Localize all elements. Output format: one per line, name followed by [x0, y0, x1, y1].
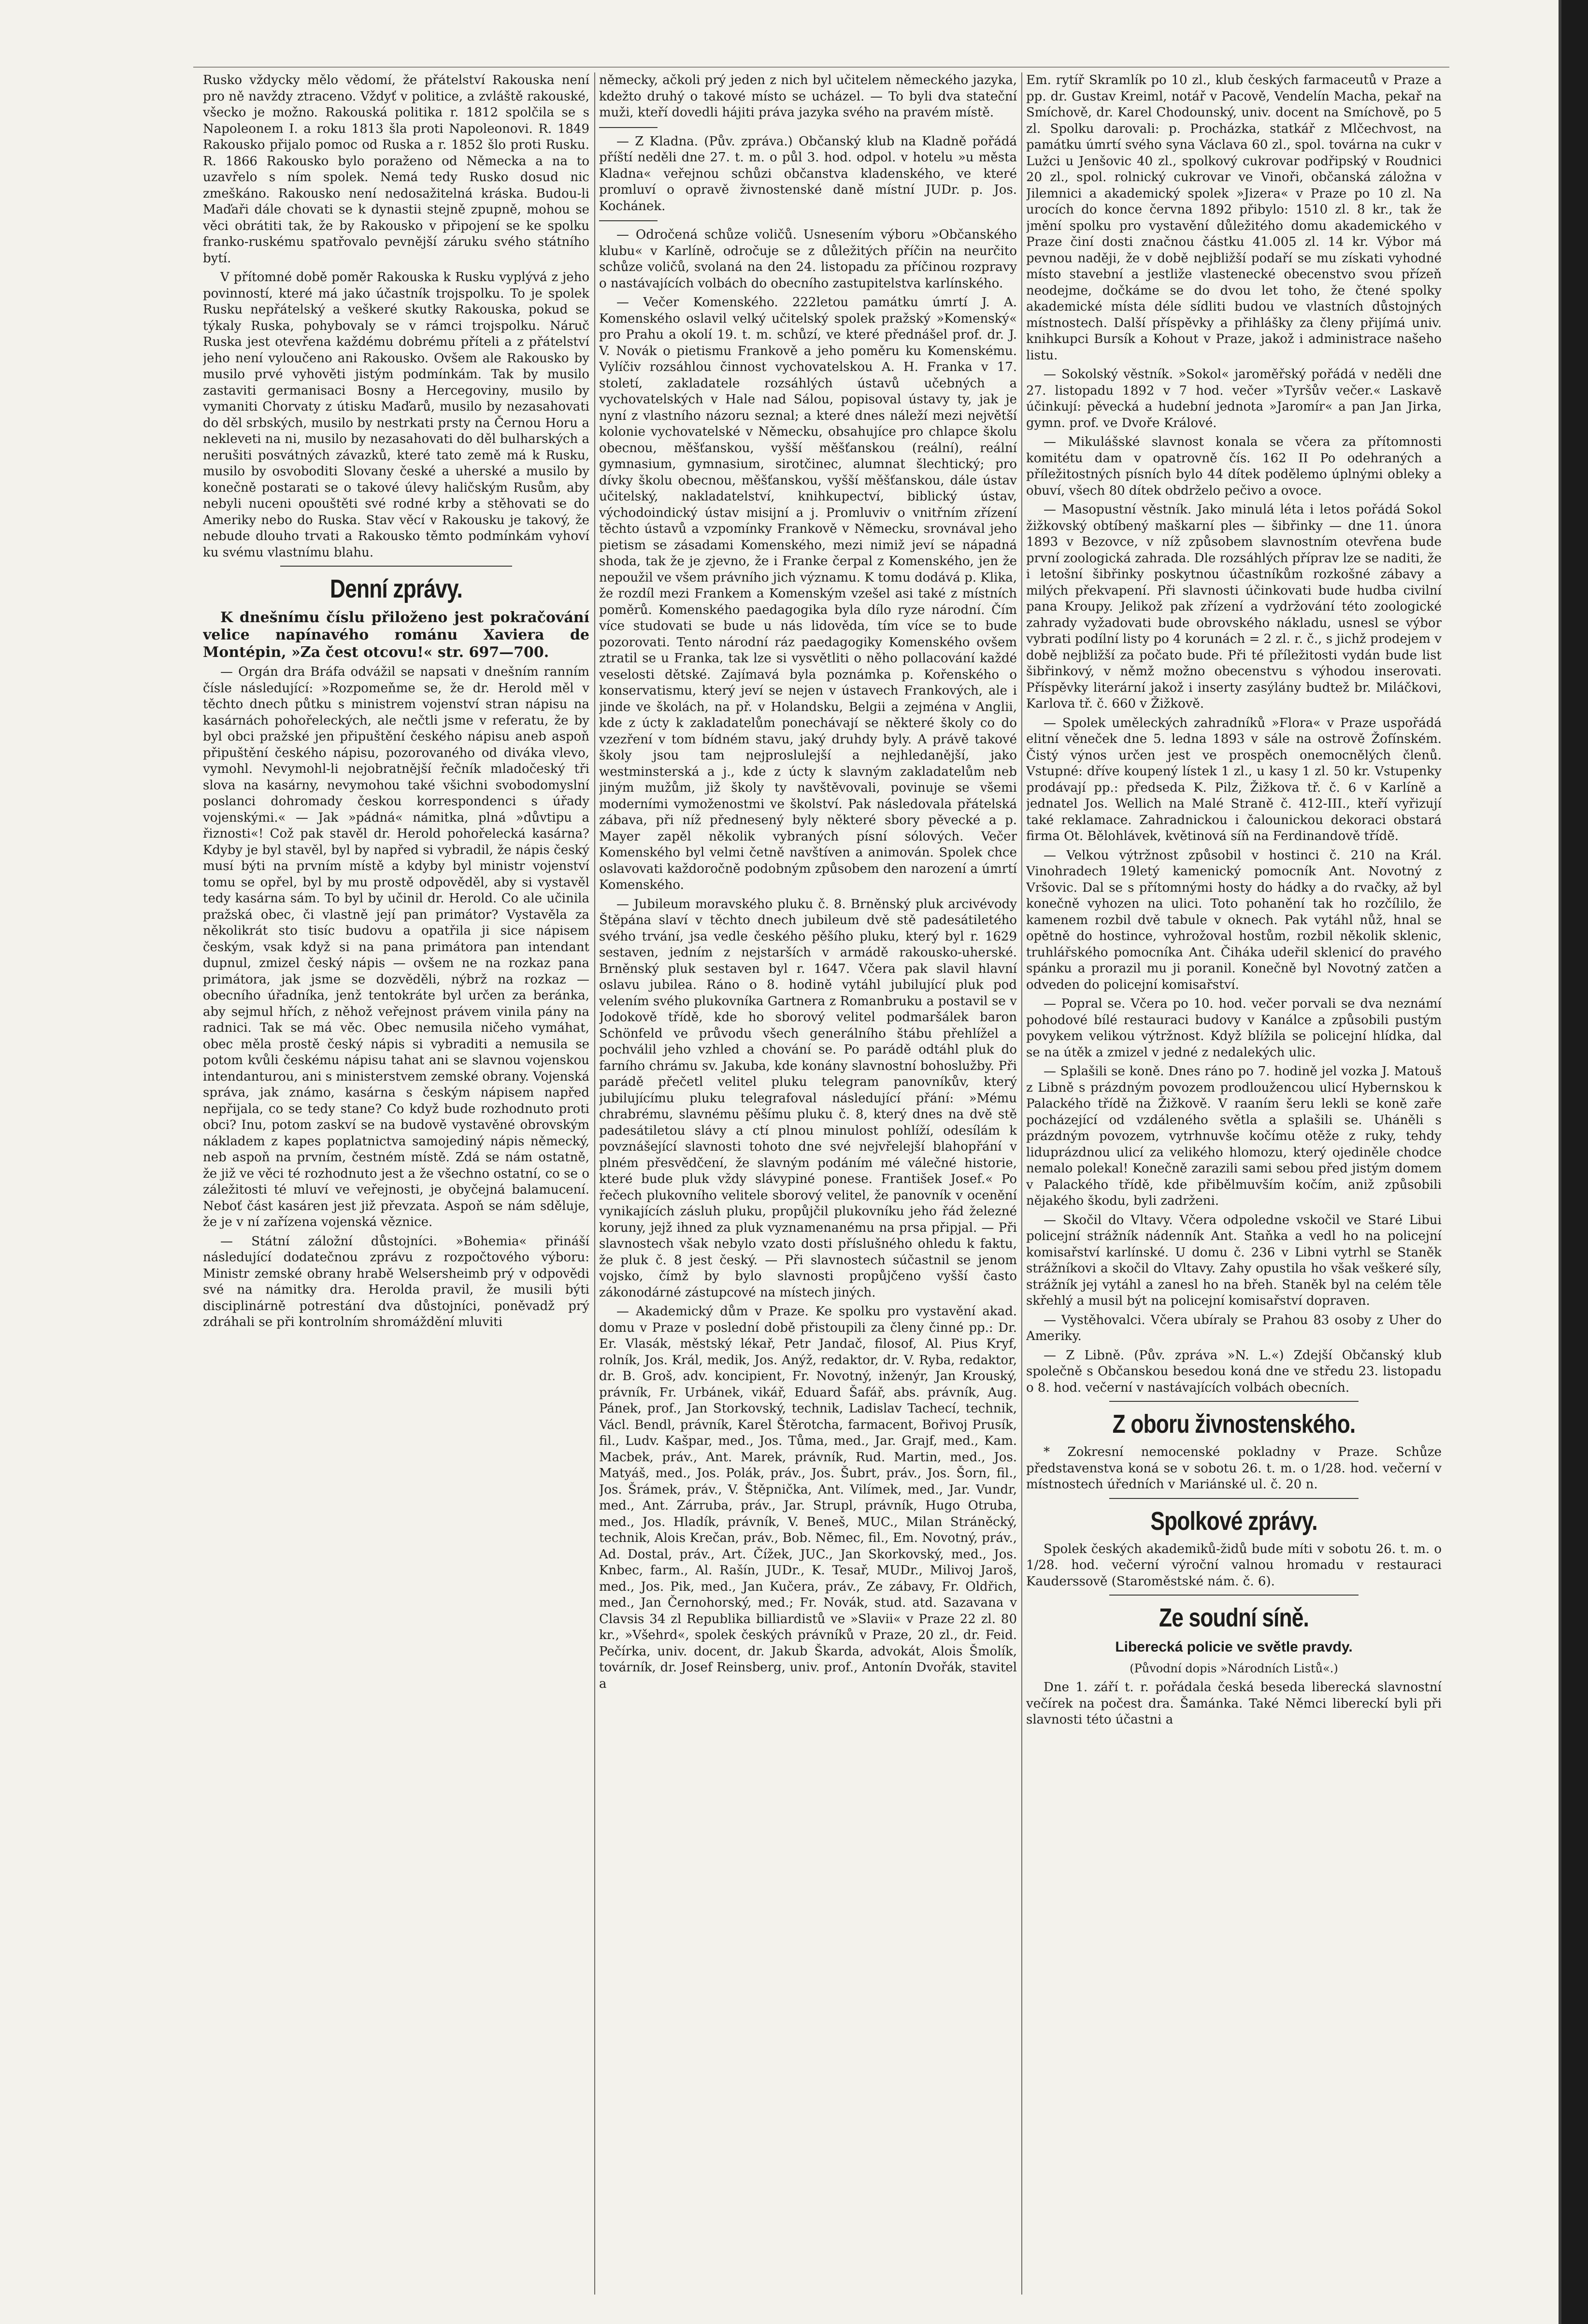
article-zivnostensky: * Zokresní nemocenské pokladny v Praze. Schůze představenstva koná se v sobotu 26. t. m. o 1/28. hod. večerní v místnostech úředních v Mariánské ul. č. 20 n.	[1026, 1445, 1442, 1492]
section-divider	[1109, 1498, 1359, 1499]
article-russia-intro: Rusko vždycky mělo vědomí, že přátelství Rakouska není pro ně navždy ztraceno. Vždyť v politice, a zvláště rakouské, všecko je možno. Rakouská politika r. 1812 spolčila se s Napoleonem I. a roku 1813 šla proti Napoleonovi. R. 1849 Rakousko přijalo pomoc od Ruska a r. 1852 šlo proti Rusku. R. 1866 Rakousko bylo poraženo od Německa a na to uzavřelo s ním spolek. Nemá tedy Rusko dosud nic zmeškáno. Rakousko není nedosažitelná kráska. Budou-li Maďaři dále chovati se k dynastii stejně zpupně, mohou se věci obrátiti tak, že by Rakousko v připojení se ke spolku franko-ruskému spatřovalo pevnější záruku svého státního bytí.	[203, 73, 589, 266]
column-rule-2	[1021, 72, 1022, 2295]
article-kladno: — Z Kladna. (Pův. zpráva.) Občanský klub na Kladně pořádá příští neděli dne 27. t. m. o půl 3. hod. odpol. v hotelu »u města Kladna« veřejnou schůzi občanstva kladenského, ve které promluví o opravě živnostenské daně místní JUDr. p. Jos. Kochánek.	[599, 134, 1017, 214]
article-akademicky: — Akademický dům v Praze. Ke spolku pro vystavění akad. domu v Praze v poslední době přistoupili za členy činné pp.: Dr. Er. Vlasák, městský lékař, Petr Jandač, filosof, Al. Pius Kryf, rolník, Jos. Král, medik, Jos. Anýž, redaktor, dr. V. Ryba, redaktor, dr. B. Groš, adv. koncipient, Fr. Novotný, inženýr, Jan Krouský, právník, Fr. Urbánek, vikář, Eduard Šafář, abs. právník, Aug. Pánek, prof., Jan Storkovský, technik, Ladislav Tachecí, technik, Václ. Bendl, právník, Karel Štěrotcha, farmacent, Bořivoj Prusík, fil., Ludv. Kašpar, med., Jos. Tůma, med., Jar. Grajf, med., Kam. Macbek, práv., Ant. Marek, právník, Rud. Martin, med., Jos. Matyáš, med., Jos. Polák, práv., Jos. Šubrt, práv., Jos. Šorn, fil., Jos. Šrámek, práv., V. Štěpnička, Ant. Vilímek, med., Jar. Vundr, med., Ant. Zárruba, práv., Jar. Strupl, právník, Hugo Otruba, med., Jos. Hladík, právník, V. Beneš, MUC., Milan Stráněcký, technik, Alois Krečan, práv., Bob. Němec, fil., Em. Novotný, práv., Ad. Dostal, práv., Art. Čížek, JUC., Jan Skorkovský, med., Jos. Knbec, farm., Al. Rašín, JUDr., K. Tesař, MUDr., Milivoj Jaroš, med., Jos. Pik, med., Jan Kučera, práv., Ze zábavy, Fr. Oldřich, med., Jan Černohorský, med.; Fr. Novák, stud. atd. Sazavana v Clavsis 34 zl Republika billiardistů ve »Slavii« v Praze 22 zl. 80 kr., »Všehrd«, spolek českých právníků v Praze, 20 zl., dr. Feid. Pečírka, univ. docent, dr. Jakub Škarda, advokát, Alois Šmolík, továrník, dr. Josef Reinsberg, univ. prof., Antonín Dvořák, stavitel a	[599, 1304, 1017, 1691]
article-vystehovalci: — Vystěhovalci. Včera ubíraly se Prahou 83 osoby z Uher do Ameriky.	[1026, 1312, 1442, 1343]
section-title-soudni: Ze soudní síně.	[1159, 1603, 1309, 1632]
short-divider	[599, 127, 658, 128]
article-liberec: Dne 1. září t. r. pořádala česká beseda liberecká slavnostní večírek na počest dra. Šamánka. Také Němci libereckí byli při slavnosti této účastni a	[1026, 1680, 1442, 1727]
top-rule	[193, 67, 1449, 68]
article-russia-conditions: V přítomné době poměr Rakouska k Rusku vyplývá z jeho povinností, které má jako účastník trojspolku. To je spolek Rusku nepřátelský a veškeré skutky Rakouska, pokud se týkaly Ruska, pohybovaly se v rámci trojspolku. Náruč Ruska jest otevřena každému dobrému příteli a z přátelství jeho není vyloučeno ani Rakousko. Ovšem ale Rakousko by musilo prvé vyhověti jistým podmínkám. Tak by musilo zastaviti germanisaci Bosny a Hercegoviny, musilo by vymaniti Chorvaty z útisku Maďarů, musilo by nezasahovati do děl srbských, musilo by nestrkati prsty na Černou Horu a nekleveti na ni, musilo by nezasahovati do děl bulharských a nerušiti posvátných závazků, které tato země má k Rusku, musilo by osvoboditi Slovany české a uherské a musilo by konečně postarati se o takové úlevy haličským Rusům, aby nebyli nuceni opouštěti své rodné krby a stěhovati se do Ameriky nebo do Ruska. Stav věcí v Rakousku je takový, že nebude dlouho trvati a Rakousko těmto podmínkám vyhoví ku svému vlastnímu blahu.	[203, 270, 589, 560]
section-title-denni-zpravy: Denní zprávy.	[330, 574, 462, 603]
article-mikulas: — Mikulášské slavnost konala se včera za přítomnosti komitétu dam v opatrovně čís. 162 II Po odehraných a příležitostných písních bylo 44 dítek podělemo úplnými obleky a obuví, všech 80 dítek obdrželo pečivo a ovoce.	[1026, 435, 1442, 498]
page-edge-bar	[1561, 0, 1588, 2324]
section-divider	[280, 566, 512, 567]
article-flora: — Spolek uměleckých zahradníků »Flora« v Praze uspořádá elitní věneček dne 5. ledna 1893 v sále na ostrově Žofínském. Čistý výnos určen jest ve prospěch onemocnělých členů. Vstupné: dříve koupený lístek 1 zl., u kasy 1 zl. 50 kr. Vstupenky prodávají pp.: předseda K. Pilz, Žižkova tř. č. 6 v Karlíně a jednatel Jos. Wellich na Malé Straně č. 412-III., kteří vyřizují také reklamace. Zahradnickou i čalounickou dekoraci obstará firma Ot. Bělohlávek, květinová síň na Ferdinandově třídě.	[1026, 715, 1442, 843]
article-continuation: německy, ačkoli prý jeden z nich byl učitelem německého jazyka, kdežto druhý o takové místo se ucházel. — To byli dva stateční muži, kteří dovedli hájiti práva jazyka svého na pravém místě.	[599, 73, 1017, 120]
article-liberec-source: (Původní dopis »Národních Listů«.)	[1130, 1662, 1338, 1675]
column-1	[203, 72, 589, 2290]
article-jubileum: — Jubileum moravského pluku č. 8. Brněnský pluk arcivévody Štěpána slaví v těchto dnech jubileum dvě stě padesátiletého svého trvání, jsa vedle českého pěšího pluku, který byl r. 1629 sestaven, jedním z nejstarších v armádě rakousko-uherské. Brněnský pluk sestaven byl r. 1647. Včera pak slavil hlavní oslavu jubilea. Ráno o 8. hodině vytáhl jubilující pluk pod velením svého plukovníka Gartnera z Romanbruku a postavil se v Jodokově třídě, kde ho sborový velitel podmaršálek baron Schönfeld ve průvodu všech generálního štábu přehlížel a pochválil jeho vzhled a chování se. Po parádě odtáhl pluk do farního chrámu sv. Jakuba, kde konány slavnostní bohoslužby. Při parádě přečetl velitel pluku telegram panovníkův, který jubilujícímu pluku telegrafoval následující přání: »Mému chrabrému, slavnému pěšímu pluku č. 8, který dnes na dvě stě padesátiletou slávy a ctí plnou minulost pohlíží, odesílám k povznášející slavnosti tohoto dne své nejvřelejší blahopřání v plném přesvědčení, že slavným podáním mé válečné historie, které bude pluk vždy slávypiné ponese. František Josef.« Po řečech plukovního velitele sborový velitel, že panovník v ocenění vynikajících zásluh pluku, propůjčil plukovníku jeho řád železné koruny, jejž ihned za pluk vyznamenanému na prsa připjal. — Při slavnostech však nebylo vzato dosti příslušného ohledu k faktu, že pluk č. 8 jest český. — Při slavnostech súčastnil se jenom vojsko, čímž by bylo slavnosti propůjčeno vyšší často zákonodárné zástupcové na místech jiných.	[599, 897, 1017, 1300]
column-2	[599, 72, 1017, 2290]
article-masopust: — Masopustní věstník. Jako minulá léta i letos pořádá Sokol žižkovský obtíbený maškarní ples — šibřinky — dne 11. února 1893 v Bezovce, v níž způsobem slavnostním otevřena bude první zoologická zahrada. Dle rozsáhlých příprav lze se naditi, že i letošní šibřinky poskytnou účastníkům rozkošné zábavy a milých překvapení. Při slavnosti účinkovati bude hudba civilní pana Kroupy. Jelikož pak zřízení a vydržování této zoologické zahrady vyžadovati bude obrovského nákladu, usnesl se výbor vybrati podílní listy po 4 korunách = 2 zl. r. č., s jichž prodejem v době nejbližší za počato bude. Při té příležitosti vydán bude list šibřinkový, v němž možno obecenstvu s výhodou inserovati. Příspěvky literární jakož i inserty zasýlány budtež br. Miláčkovi, Karlova tř. č. 660 v Žižkově.	[1026, 502, 1442, 711]
article-sokol: — Sokolský věstník. »Sokol« jaroměřský pořádá v neděli dne 27. listopadu 1892 v 7 hod. večer »Tyršův večer.« Laskavě účinkují: pěvecká a hudební jednota »Jaromír« a pan Jan Jirka, gymn. prof. ve Dvoře Králové.	[1026, 367, 1442, 430]
article-spolkove: Spolek českých akademiků-židů bude míti v sobotu 26. t. m. o 1/28. hod. večerní výroční valnou hromadu v restauraci Kauderssově (Staroměstské nám. č. 6).	[1026, 1541, 1442, 1589]
article-liben: — Z Libně. (Pův. zpráva »N. L.«) Zdejší Občanský klub společně s Občanskou besedou koná dne ve středu 23. listopadu o 8. hod. večerní v nastávajících volbách obecních.	[1026, 1348, 1442, 1395]
supplement-notice: K dnešnímu číslu přiloženo jest pokračování velice napínavého románu Xaviera de Montépin, »Za čest otcovu!« str. 697—700.	[203, 609, 589, 661]
article-brafa: — Orgán dra Bráfa odvážil se napsati v dnešním ranním čísle následující: »Rozpomeňme se, že dr. Herold měl v těchto dnech půtku s ministrem vojenství stran nápisu na kasárnách pohořeleckých, ale nečtli jsme v referatu, že by byl obci pražské jen připuštění českého nápisu aneb aspoň připuštění českého nápisu, pozorovaného od diváka vlevo, vymohl. Nevymohl-li nejobratnější řečník mladočeský tři slova na kasárny, nevymohou také všichni svobodomyslní poslanci dohromady českou korrespondenci s úřady vojenskými.« — Jak »pádná« námitka, plná »důvtipu a řiznosti«! Což pak stavěl dr. Herold pohořelecká kasárna? Kdyby je byl stavěl, byl by napřed si vybradil, že nápis český musí býti na prvním místě a kdyby byl ministr vojenství tomu se opřel, byl by mu prostě odpověděl, aby si vystavěl tedy kasárna sám. To byl by učinil dr. Herold. Co ale učinila pražská obec, či vlastně její pan primátor? Vystavěla za několikrát sto tisíc budovu a opatřila ji sice nápisem českým, vsak když si na pana primátora pan intendant dupnul, zmizel český nápis — ovšem ne na rozkaz pana primátora, jak jsme se dozvěděli, nýbrž na rozkaz — obecního úřadníka, jenž tentokráte byl určen za beránka, aby sejmul hřích, z něhož veřejnost právem vinila pány na radnici. Tak se má věc. Obec nemusila ničeho vymáhat, obec měla prostě český nápis si vybraditi a nemusila se potom kvůli českému nápisu tahat ani se slavnou vojenskou intendanturou, ani s ministerstvem zemské obrany. Vojenská správa, jak známo, kasárna s českým nápisem napřed nepřijala, co se tedy stane? Co když bude rozhodnuto proti obci? Inu, potom zaskví se na budově vystavěné obrovským nákladem z kapes poplatnictva samojediný nápis německý, neb aspoň na prvním, čestném místě. Zdá se nám ostatně, že již ve věci té rozhodnuto jest a že všechno ostatní, co se o záležitosti té mluví ve veřejnosti, je obyčejná balamucení. Neboť část kasáren jest již převzata. Aspoň se nám sděluje, že je v ní zařízena vojenská věznice.	[203, 665, 589, 1229]
article-komensky: — Večer Komenského. 222letou památku úmrtí J. A. Komenského oslavil velký učitelský spolek pražský »Komenský« pro Prahu a okolí 19. t. m. schůzí, ve které přednášel prof. dr. J. V. Novák o pietismu Frankově a jeho poměru ku Komenskému. Vylíčiv rozsáhlou činnost vychovatelskou A. H. Franka v 17. století, zakladatele rozsáhlých ústavů učebných a vychovatelských v Hale nad Sálou, popisoval ústavy ty, jak je nyní z vlastního názoru seznal; a které dnes náleží mezi největší kolonie vychovatelské v Německu, obsahujíce pro chlapce školu obecnou, měšťanskou, vyšší měšťanskou (reální), reální gymnasium, gymnasium, sirotčinec, alumnat šlechtický; pro dívky školu obecnou, měšťanskou, vyšší měšťanskou, dále ústav učitelský, nakladatelství, knihkupectví, biblický ústav, východoindický ústav misijní a j. Promluviv o vnitřním zřízení těchto ústavů a vzpomínky Frankově v Německu, srovnával jeho pietism se zásadami Komenského, mezi nimiž jeví se nápadná shoda, tak že je zjevno, že i Franke čerpal z Komenského, jen že nepoužil ve všem právního jich významu. K tomu dodává p. Klika, že rozdíl mezi Frankem a Komenským vzešel asi také z místních poměrů. Komenského paedagogika byla dílo ryze národní. Čím více studovati se bude u nás lidověda, tím více se to bude pozorovati. Tento národní ráz paedagogiky Komenského ovšem ztratil se u Franka, tak lze si vysvětliti o něho pollacování každé veselosti dětské. Zajímavá byla poznámka p. Kořenského o konservatismu, který jeví se nejen v ústavech Frankových, ale i jinde ve školách, na př. v Holandsku, Belgii a zejména v Anglii, kde z úcty k zakladatelům ponechávají se některé školy co do vzezření v tom bídném stavu, jaký druhdy byly. A právě takové školy jsou tam nejproslulejší a nejhledanější, jako westminsterská a j., kde z úcty k slavným zakladatelům neb jiným mužům, již školy ty navštěvovali, povinuje se všemi moderními vymoženostmi ve školství. Pak následovala přátelská zábava, při níž přednesený byly některé sbory pěvecké a p. Mayer zapěl několik vybraných písní sólových. Večer Komenského byl velmi četně navštíven a animován. Spolek chce oslavovati každoročně podobným způsobem den narození a úmrtí Komenského.	[599, 295, 1017, 892]
section-divider	[1109, 1595, 1359, 1596]
article-akademicky-continuation: Em. rytíř Skramlík po 10 zl., klub českých farmaceutů v Praze a pp. dr. Gustav Kreiml, notář v Pacově, Vendelín Macha, pekař na Smíchově, dr. Karel Chodounský, univ. docent na Smíchově, po 5 zl. Spolku darovali: p. Procházka, statkář z Mlčechvost, na památku úmrtí svého syna Václava 60 zl., spol. továrna na cukr v Lužci u Jenšovic 40 zl., spolkový cukrovar podřipský v Roudnici 20 zl., spol. rolnický cukrovar ve Vinoři, občanská záložna v Jilemnici a akademický spolek »Jizera« v Praze po 10 zl. Na urocích do konce června 1892 přibylo: 1510 zl. 8 kr., tak že jmění spolku pro vystavění důležitého domu akademického v Praze činí dosti značnou částku 41.005 zl. 14 kr. Výbor má pevnou naději, že v době nejbližší podaří se mu získati vyhodné místo stavební a jestliže vlastenecké obecenstvo svou přízeň neodejme, dočkáme se do dvou let toho, že čtené spolky akademické místa déle sídliti budou ve vlastních důstojných místnostech. Další příspěvky a přihlášky za členy přijímá univ. knihkupci Bursík a Kohout v Praze, jakož i administrace našeho listu.	[1026, 73, 1442, 363]
article-vltava: — Skočil do Vltavy. Včera odpoledne vskočil ve Staré Libui policejní strážník nádenník Ant. Staňka a vedl ho na policejní komisařství karlínské. U domu č. 236 v Libni vytrhl se Staněk strážníkovi a skočil do Vltavy. Zahy opustila ho však veškeré síly, strážník jej vytáhl a zanesl ho na břeh. Staněk byl na celém těle skřehlý a musil být na policejní komisařství dopraven.	[1026, 1212, 1442, 1308]
article-liberec-title: Liberecká policie ve světle pravdy.	[1115, 1639, 1353, 1655]
section-divider	[1109, 1401, 1359, 1402]
section-title-zivnostensky: Z oboru živnostenského.	[1112, 1410, 1356, 1439]
short-divider	[599, 220, 658, 221]
article-popral: — Popral se. Včera po 10. hod. večer porvali se dva neznámí pohodové bílé restauraci budovy v Kanálce a způsobili pustým povykem velikou výtržnost. Když blížila se policejní hlídka, dal se na útěk a zmizel v jedné z nedalekých ulic.	[1026, 997, 1442, 1060]
article-zalozni: — Státní záložní důstojníci. »Bohemia« přináší následující dodatečnou zprávu z rozpočtového výboru: Ministr zemské obrany hrabě Welsersheimb prý v odpovědi své na námitky dra. Herolda pravil, že musili býti disciplinárně potrestání dva důstojníci, poněvadž prý zdráhali se při kontrolním shromáždění mluviti	[203, 1234, 589, 1329]
article-splasili: — Splašili se koně. Dnes ráno po 7. hodině jel vozka J. Matouš z Libně s prázdným povozem prodloužencou ulicí Hybernskou k Palackého třídě na Žižkově. V raaním šeru lekli se koně zaře pocházející od vzdáleného světla a splašili se. Uháněli s prázdným povozem, vytrhnuvše kočímu otěže z ruky, tehdy liduprázdnou ulicí za velikého hlomozu, který ojediněle chodce nemalo polekal! Konečně zarazili sami sebou před jistým domem v Palackého třídě, kde přibělmuvším kočím, aniž způsobili nějakého škodu, byli zadrženi.	[1026, 1064, 1442, 1208]
article-vytrznost: — Velkou výtržnost způsobil v hostinci č. 210 na Král. Vinohradech 19letý kamenický pomocník Ant. Novotný z Vršovic. Dal se s přítomnými hosty do hádky a do rvačky, až byl konečně vyhozen na ulici. Toto pohanění tak ho rozčílilo, že kamenem rozbil dvě tabule v oknech. Pak vytáhl nůž, hnal se opětně do hostince, vyhrožoval hostům, rozbil několik sklenic, truhlářského pomocníka Ant. Čiháka udeřil sklenicí do pravého spánku a prorazil mu ji poranil. Konečně byl Novotný zatčen a odveden do policejní komisařství.	[1026, 848, 1442, 992]
column-rule-1	[594, 72, 595, 2295]
section-title-spolkove: Spolkové zprávy.	[1150, 1506, 1317, 1536]
article-odrocena: — Odročená schůze voličů. Usnesením výboru »Občanského klubu« v Karlíně, odročuje se z důležitých příčin na neurčito schůze voličů, svolaná na den 24. listopadu za příčinou rozpravy o nastávajících volbách do obecního zastupitelstva karlínského.	[599, 228, 1017, 291]
column-3	[1026, 72, 1442, 2290]
